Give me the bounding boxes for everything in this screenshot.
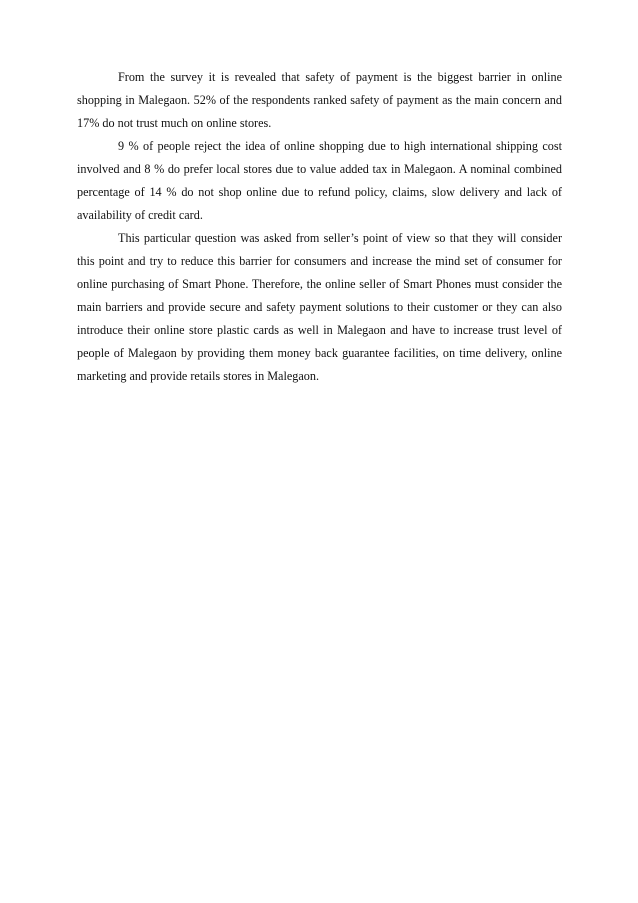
paragraph-seller-view: This particular question was asked from seller’s point of view so that they will consider this point and try to reduce this barrier for consumers and increase the mind set of consumer for online purchasing of Smart Phone. Therefore, the online seller of Smart Phones must consider the main barriers and provide secure and safety payment solutions to their customer or they can also introduce their online store plastic cards as well in Malegaon and have to increase trust level of people of Malegaon by providing them money back guarantee facilities, on time delivery, online marketing and provide retails stores in Malegaon. xyxy=(77,231,562,383)
paragraph-shipping-costs: 9 % of people reject the idea of online shopping due to high international shipping cost involved and 8 % do prefer local stores due to value added tax in Malegaon. A nominal combined percentage of 14 % do not shop online due to refund policy, claims, slow delivery and lack of availability of credit card. xyxy=(77,139,562,222)
body-text xyxy=(77,66,562,388)
paragraph-payment-safety: From the survey it is revealed that safety of payment is the biggest barrier in online shopping in Malegaon. 52% of the respondents ranked safety of payment as the main concern and 17% do not trust much on online stores. xyxy=(77,70,562,130)
